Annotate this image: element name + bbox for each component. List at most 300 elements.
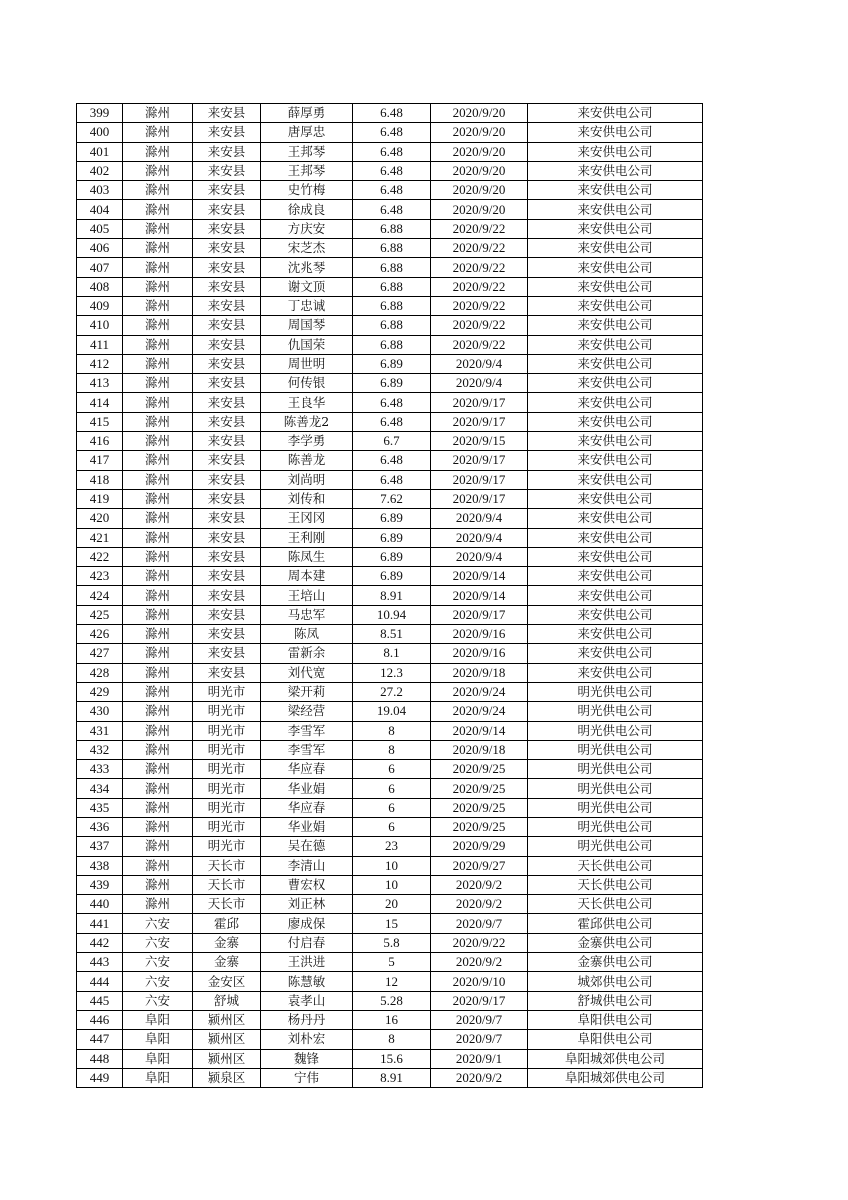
cell-person-name: 付启春: [261, 933, 353, 952]
cell-amount: 6.88: [353, 277, 431, 296]
cell-company: 明光供电公司: [528, 740, 703, 759]
table-row: [77, 509, 703, 528]
cell-date: 2020/9/16: [431, 625, 528, 644]
cell-person-name: 王利刚: [261, 528, 353, 547]
cell-amount: 20: [353, 895, 431, 914]
cell-date: 2020/9/17: [431, 605, 528, 624]
cell-amount: 12: [353, 972, 431, 991]
cell-city: 滁州: [123, 200, 193, 219]
table-row: [77, 161, 703, 180]
cell-date: 2020/9/2: [431, 875, 528, 894]
cell-date: 2020/9/22: [431, 316, 528, 335]
cell-county: 来安县: [193, 239, 261, 258]
table-row: [77, 547, 703, 566]
cell-company: 来安供电公司: [528, 354, 703, 373]
cell-city: 滁州: [123, 895, 193, 914]
cell-amount: 7.62: [353, 489, 431, 508]
cell-date: 2020/9/25: [431, 779, 528, 798]
cell-person-name: 王洪进: [261, 953, 353, 972]
cell-company: 来安供电公司: [528, 432, 703, 451]
data-table: [76, 103, 703, 1088]
cell-date: 2020/9/17: [431, 489, 528, 508]
cell-company: 明光供电公司: [528, 721, 703, 740]
cell-city: 滁州: [123, 432, 193, 451]
cell-row-number: 446: [77, 1010, 123, 1029]
cell-amount: 6.89: [353, 374, 431, 393]
table-row: [77, 296, 703, 315]
cell-company: 来安供电公司: [528, 605, 703, 624]
cell-amount: 6.48: [353, 200, 431, 219]
table-row: [77, 277, 703, 296]
table-row: [77, 798, 703, 817]
cell-amount: 6.88: [353, 316, 431, 335]
cell-person-name: 华应春: [261, 760, 353, 779]
cell-county: 来安县: [193, 567, 261, 586]
cell-row-number: 449: [77, 1068, 123, 1087]
cell-row-number: 431: [77, 721, 123, 740]
table-row: [77, 972, 703, 991]
cell-amount: 6.89: [353, 354, 431, 373]
cell-company: 明光供电公司: [528, 702, 703, 721]
cell-company: 来安供电公司: [528, 625, 703, 644]
cell-amount: 6.48: [353, 451, 431, 470]
cell-company: 来安供电公司: [528, 123, 703, 142]
cell-amount: 6.89: [353, 567, 431, 586]
cell-person-name: 刘代宽: [261, 663, 353, 682]
cell-row-number: 420: [77, 509, 123, 528]
cell-row-number: 435: [77, 798, 123, 817]
cell-city: 滁州: [123, 509, 193, 528]
cell-city: 六安: [123, 972, 193, 991]
table-row: [77, 354, 703, 373]
table-row: [77, 856, 703, 875]
cell-row-number: 440: [77, 895, 123, 914]
cell-amount: 6.48: [353, 123, 431, 142]
cell-county: 来安县: [193, 296, 261, 315]
cell-person-name: 华业娟: [261, 779, 353, 798]
cell-city: 六安: [123, 953, 193, 972]
cell-date: 2020/9/20: [431, 123, 528, 142]
table-row: [77, 104, 703, 123]
cell-date: 2020/9/15: [431, 432, 528, 451]
cell-county: 明光市: [193, 721, 261, 740]
cell-county: 来安县: [193, 200, 261, 219]
table-row: [77, 432, 703, 451]
table-row: [77, 451, 703, 470]
cell-amount: 6.7: [353, 432, 431, 451]
cell-row-number: 410: [77, 316, 123, 335]
cell-person-name: 陈善龙: [261, 451, 353, 470]
cell-row-number: 434: [77, 779, 123, 798]
table-row: [77, 702, 703, 721]
cell-company: 舒城供电公司: [528, 991, 703, 1010]
cell-amount: 23: [353, 837, 431, 856]
cell-company: 来安供电公司: [528, 374, 703, 393]
cell-company: 来安供电公司: [528, 393, 703, 412]
cell-row-number: 428: [77, 663, 123, 682]
cell-date: 2020/9/29: [431, 837, 528, 856]
cell-person-name: 梁经营: [261, 702, 353, 721]
cell-amount: 6: [353, 779, 431, 798]
cell-amount: 10.94: [353, 605, 431, 624]
cell-city: 滁州: [123, 123, 193, 142]
cell-amount: 8.51: [353, 625, 431, 644]
cell-company: 来安供电公司: [528, 181, 703, 200]
cell-date: 2020/9/10: [431, 972, 528, 991]
cell-company: 明光供电公司: [528, 779, 703, 798]
cell-county: 明光市: [193, 740, 261, 759]
cell-company: 来安供电公司: [528, 258, 703, 277]
cell-county: 颍州区: [193, 1010, 261, 1029]
cell-date: 2020/9/7: [431, 1010, 528, 1029]
cell-amount: 6.48: [353, 104, 431, 123]
table-row: [77, 721, 703, 740]
cell-county: 明光市: [193, 798, 261, 817]
table-row: [77, 412, 703, 431]
cell-date: 2020/9/16: [431, 644, 528, 663]
cell-county: 天长市: [193, 895, 261, 914]
cell-county: 金寨: [193, 933, 261, 952]
cell-person-name: 杨丹丹: [261, 1010, 353, 1029]
cell-person-name: 徐成良: [261, 200, 353, 219]
cell-date: 2020/9/22: [431, 296, 528, 315]
cell-city: 滁州: [123, 354, 193, 373]
cell-date: 2020/9/17: [431, 991, 528, 1010]
cell-row-number: 437: [77, 837, 123, 856]
cell-company: 天长供电公司: [528, 856, 703, 875]
table-row: [77, 258, 703, 277]
cell-date: 2020/9/22: [431, 219, 528, 238]
cell-date: 2020/9/24: [431, 682, 528, 701]
cell-amount: 6.88: [353, 219, 431, 238]
cell-person-name: 梁开莉: [261, 682, 353, 701]
cell-amount: 8.91: [353, 586, 431, 605]
table-row: [77, 1049, 703, 1068]
cell-company: 来安供电公司: [528, 142, 703, 161]
cell-row-number: 438: [77, 856, 123, 875]
cell-company: 城郊供电公司: [528, 972, 703, 991]
cell-company: 来安供电公司: [528, 277, 703, 296]
table-row: [77, 489, 703, 508]
cell-city: 滁州: [123, 296, 193, 315]
cell-date: 2020/9/4: [431, 509, 528, 528]
table-row: [77, 817, 703, 836]
cell-amount: 27.2: [353, 682, 431, 701]
cell-row-number: 447: [77, 1030, 123, 1049]
cell-row-number: 415: [77, 412, 123, 431]
cell-person-name: 刘朴宏: [261, 1030, 353, 1049]
cell-county: 明光市: [193, 682, 261, 701]
cell-city: 滁州: [123, 605, 193, 624]
table-row: [77, 895, 703, 914]
cell-person-name: 陈慧敏: [261, 972, 353, 991]
cell-person-name: 仇国荣: [261, 335, 353, 354]
cell-person-name: 袁孝山: [261, 991, 353, 1010]
cell-person-name: 史竹梅: [261, 181, 353, 200]
cell-city: 六安: [123, 991, 193, 1010]
cell-date: 2020/9/18: [431, 740, 528, 759]
cell-amount: 6.48: [353, 393, 431, 412]
cell-county: 霍邱: [193, 914, 261, 933]
cell-date: 2020/9/25: [431, 760, 528, 779]
cell-city: 滁州: [123, 316, 193, 335]
cell-company: 来安供电公司: [528, 567, 703, 586]
cell-date: 2020/9/20: [431, 181, 528, 200]
cell-person-name: 吴在德: [261, 837, 353, 856]
cell-date: 2020/9/17: [431, 412, 528, 431]
cell-county: 明光市: [193, 837, 261, 856]
cell-row-number: 403: [77, 181, 123, 200]
cell-date: 2020/9/2: [431, 895, 528, 914]
cell-row-number: 414: [77, 393, 123, 412]
table-row: [77, 586, 703, 605]
cell-row-number: 448: [77, 1049, 123, 1068]
cell-person-name: 王培山: [261, 586, 353, 605]
cell-city: 滁州: [123, 779, 193, 798]
cell-company: 明光供电公司: [528, 760, 703, 779]
table-row: [77, 316, 703, 335]
cell-row-number: 433: [77, 760, 123, 779]
cell-company: 阜阳城郊供电公司: [528, 1068, 703, 1087]
cell-amount: 8: [353, 740, 431, 759]
cell-company: 来安供电公司: [528, 663, 703, 682]
cell-date: 2020/9/4: [431, 354, 528, 373]
table-row: [77, 625, 703, 644]
cell-city: 滁州: [123, 161, 193, 180]
table-row: [77, 567, 703, 586]
cell-city: 滁州: [123, 702, 193, 721]
cell-company: 来安供电公司: [528, 489, 703, 508]
cell-city: 滁州: [123, 875, 193, 894]
cell-county: 明光市: [193, 760, 261, 779]
cell-amount: 6.89: [353, 528, 431, 547]
cell-amount: 6.88: [353, 335, 431, 354]
table-row: [77, 663, 703, 682]
cell-row-number: 401: [77, 142, 123, 161]
cell-company: 来安供电公司: [528, 509, 703, 528]
cell-date: 2020/9/27: [431, 856, 528, 875]
cell-person-name: 王冈冈: [261, 509, 353, 528]
cell-person-name: 周国琴: [261, 316, 353, 335]
cell-row-number: 407: [77, 258, 123, 277]
cell-row-number: 421: [77, 528, 123, 547]
cell-city: 滁州: [123, 567, 193, 586]
cell-company: 来安供电公司: [528, 239, 703, 258]
cell-company: 来安供电公司: [528, 412, 703, 431]
cell-date: 2020/9/22: [431, 335, 528, 354]
cell-city: 阜阳: [123, 1049, 193, 1068]
cell-person-name: 方庆安: [261, 219, 353, 238]
cell-county: 来安县: [193, 258, 261, 277]
cell-city: 滁州: [123, 489, 193, 508]
cell-county: 来安县: [193, 509, 261, 528]
table-row: [77, 335, 703, 354]
cell-date: 2020/9/14: [431, 567, 528, 586]
cell-city: 滁州: [123, 104, 193, 123]
cell-county: 来安县: [193, 451, 261, 470]
cell-row-number: 426: [77, 625, 123, 644]
cell-row-number: 408: [77, 277, 123, 296]
cell-person-name: 魏锋: [261, 1049, 353, 1068]
cell-row-number: 411: [77, 335, 123, 354]
cell-row-number: 413: [77, 374, 123, 393]
cell-date: 2020/9/1: [431, 1049, 528, 1068]
cell-city: 滁州: [123, 219, 193, 238]
table-row: [77, 528, 703, 547]
table-row: [77, 933, 703, 952]
cell-row-number: 425: [77, 605, 123, 624]
cell-amount: 6: [353, 760, 431, 779]
table-row: [77, 914, 703, 933]
cell-city: 滁州: [123, 682, 193, 701]
cell-county: 来安县: [193, 528, 261, 547]
cell-city: 阜阳: [123, 1068, 193, 1087]
cell-county: 明光市: [193, 702, 261, 721]
table-row: [77, 991, 703, 1010]
cell-city: 滁州: [123, 547, 193, 566]
cell-date: 2020/9/17: [431, 451, 528, 470]
table-row: [77, 374, 703, 393]
cell-person-name: 丁忠诚: [261, 296, 353, 315]
cell-city: 滁州: [123, 335, 193, 354]
cell-person-name: 宁伟: [261, 1068, 353, 1087]
cell-amount: 19.04: [353, 702, 431, 721]
cell-company: 金寨供电公司: [528, 953, 703, 972]
cell-company: 来安供电公司: [528, 644, 703, 663]
table-row: [77, 953, 703, 972]
cell-person-name: 陈凤: [261, 625, 353, 644]
cell-company: 来安供电公司: [528, 219, 703, 238]
cell-row-number: 400: [77, 123, 123, 142]
table-row: [77, 837, 703, 856]
cell-city: 滁州: [123, 181, 193, 200]
cell-city: 滁州: [123, 528, 193, 547]
cell-row-number: 443: [77, 953, 123, 972]
cell-date: 2020/9/25: [431, 798, 528, 817]
cell-city: 滁州: [123, 277, 193, 296]
cell-date: 2020/9/24: [431, 702, 528, 721]
cell-row-number: 423: [77, 567, 123, 586]
cell-amount: 15.6: [353, 1049, 431, 1068]
cell-city: 滁州: [123, 412, 193, 431]
cell-amount: 16: [353, 1010, 431, 1029]
cell-county: 来安县: [193, 393, 261, 412]
cell-county: 来安县: [193, 605, 261, 624]
cell-city: 滁州: [123, 470, 193, 489]
cell-person-name: 华应春: [261, 798, 353, 817]
cell-amount: 6.48: [353, 470, 431, 489]
cell-date: 2020/9/25: [431, 817, 528, 836]
cell-amount: 6: [353, 817, 431, 836]
cell-person-name: 沈兆琴: [261, 258, 353, 277]
cell-company: 明光供电公司: [528, 682, 703, 701]
cell-row-number: 442: [77, 933, 123, 952]
cell-county: 金安区: [193, 972, 261, 991]
cell-date: 2020/9/17: [431, 393, 528, 412]
cell-row-number: 416: [77, 432, 123, 451]
cell-county: 来安县: [193, 142, 261, 161]
cell-amount: 15: [353, 914, 431, 933]
cell-county: 来安县: [193, 547, 261, 566]
cell-person-name: 周世明: [261, 354, 353, 373]
cell-county: 颍州区: [193, 1049, 261, 1068]
cell-company: 来安供电公司: [528, 528, 703, 547]
cell-row-number: 405: [77, 219, 123, 238]
cell-amount: 10: [353, 875, 431, 894]
table-row: [77, 239, 703, 258]
cell-date: 2020/9/4: [431, 528, 528, 547]
table-body: [77, 104, 703, 1088]
cell-county: 天长市: [193, 875, 261, 894]
cell-county: 来安县: [193, 644, 261, 663]
cell-date: 2020/9/22: [431, 933, 528, 952]
cell-amount: 12.3: [353, 663, 431, 682]
table-row: [77, 200, 703, 219]
cell-date: 2020/9/20: [431, 161, 528, 180]
cell-amount: 6: [353, 798, 431, 817]
cell-date: 2020/9/20: [431, 142, 528, 161]
cell-amount: 8: [353, 721, 431, 740]
cell-row-number: 417: [77, 451, 123, 470]
cell-person-name: 薛厚勇: [261, 104, 353, 123]
cell-person-name: 刘正林: [261, 895, 353, 914]
cell-row-number: 436: [77, 817, 123, 836]
cell-county: 来安县: [193, 219, 261, 238]
cell-county: 来安县: [193, 412, 261, 431]
cell-city: 滁州: [123, 586, 193, 605]
cell-county: 明光市: [193, 817, 261, 836]
cell-county: 来安县: [193, 104, 261, 123]
cell-person-name: 王良华: [261, 393, 353, 412]
cell-date: 2020/9/14: [431, 721, 528, 740]
cell-county: 来安县: [193, 354, 261, 373]
cell-amount: 6.89: [353, 547, 431, 566]
cell-company: 阜阳供电公司: [528, 1010, 703, 1029]
cell-company: 来安供电公司: [528, 547, 703, 566]
table-row: [77, 142, 703, 161]
cell-county: 来安县: [193, 586, 261, 605]
cell-city: 滁州: [123, 760, 193, 779]
cell-date: 2020/9/7: [431, 1030, 528, 1049]
cell-company: 天长供电公司: [528, 895, 703, 914]
cell-row-number: 422: [77, 547, 123, 566]
cell-date: 2020/9/22: [431, 277, 528, 296]
cell-county: 来安县: [193, 123, 261, 142]
cell-county: 天长市: [193, 856, 261, 875]
cell-city: 滁州: [123, 644, 193, 663]
cell-person-name: 何传银: [261, 374, 353, 393]
cell-county: 来安县: [193, 181, 261, 200]
cell-amount: 8: [353, 1030, 431, 1049]
cell-row-number: 409: [77, 296, 123, 315]
cell-company: 来安供电公司: [528, 451, 703, 470]
cell-company: 金寨供电公司: [528, 933, 703, 952]
cell-row-number: 418: [77, 470, 123, 489]
cell-person-name: 李雪军: [261, 740, 353, 759]
cell-amount: 8.1: [353, 644, 431, 663]
cell-amount: 6.48: [353, 181, 431, 200]
cell-county: 舒城: [193, 991, 261, 1010]
cell-date: 2020/9/2: [431, 953, 528, 972]
table-row: [77, 605, 703, 624]
cell-row-number: 402: [77, 161, 123, 180]
cell-amount: 10: [353, 856, 431, 875]
cell-row-number: 430: [77, 702, 123, 721]
cell-company: 天长供电公司: [528, 875, 703, 894]
cell-person-name: 李学勇: [261, 432, 353, 451]
cell-city: 阜阳: [123, 1030, 193, 1049]
cell-amount: 5.28: [353, 991, 431, 1010]
